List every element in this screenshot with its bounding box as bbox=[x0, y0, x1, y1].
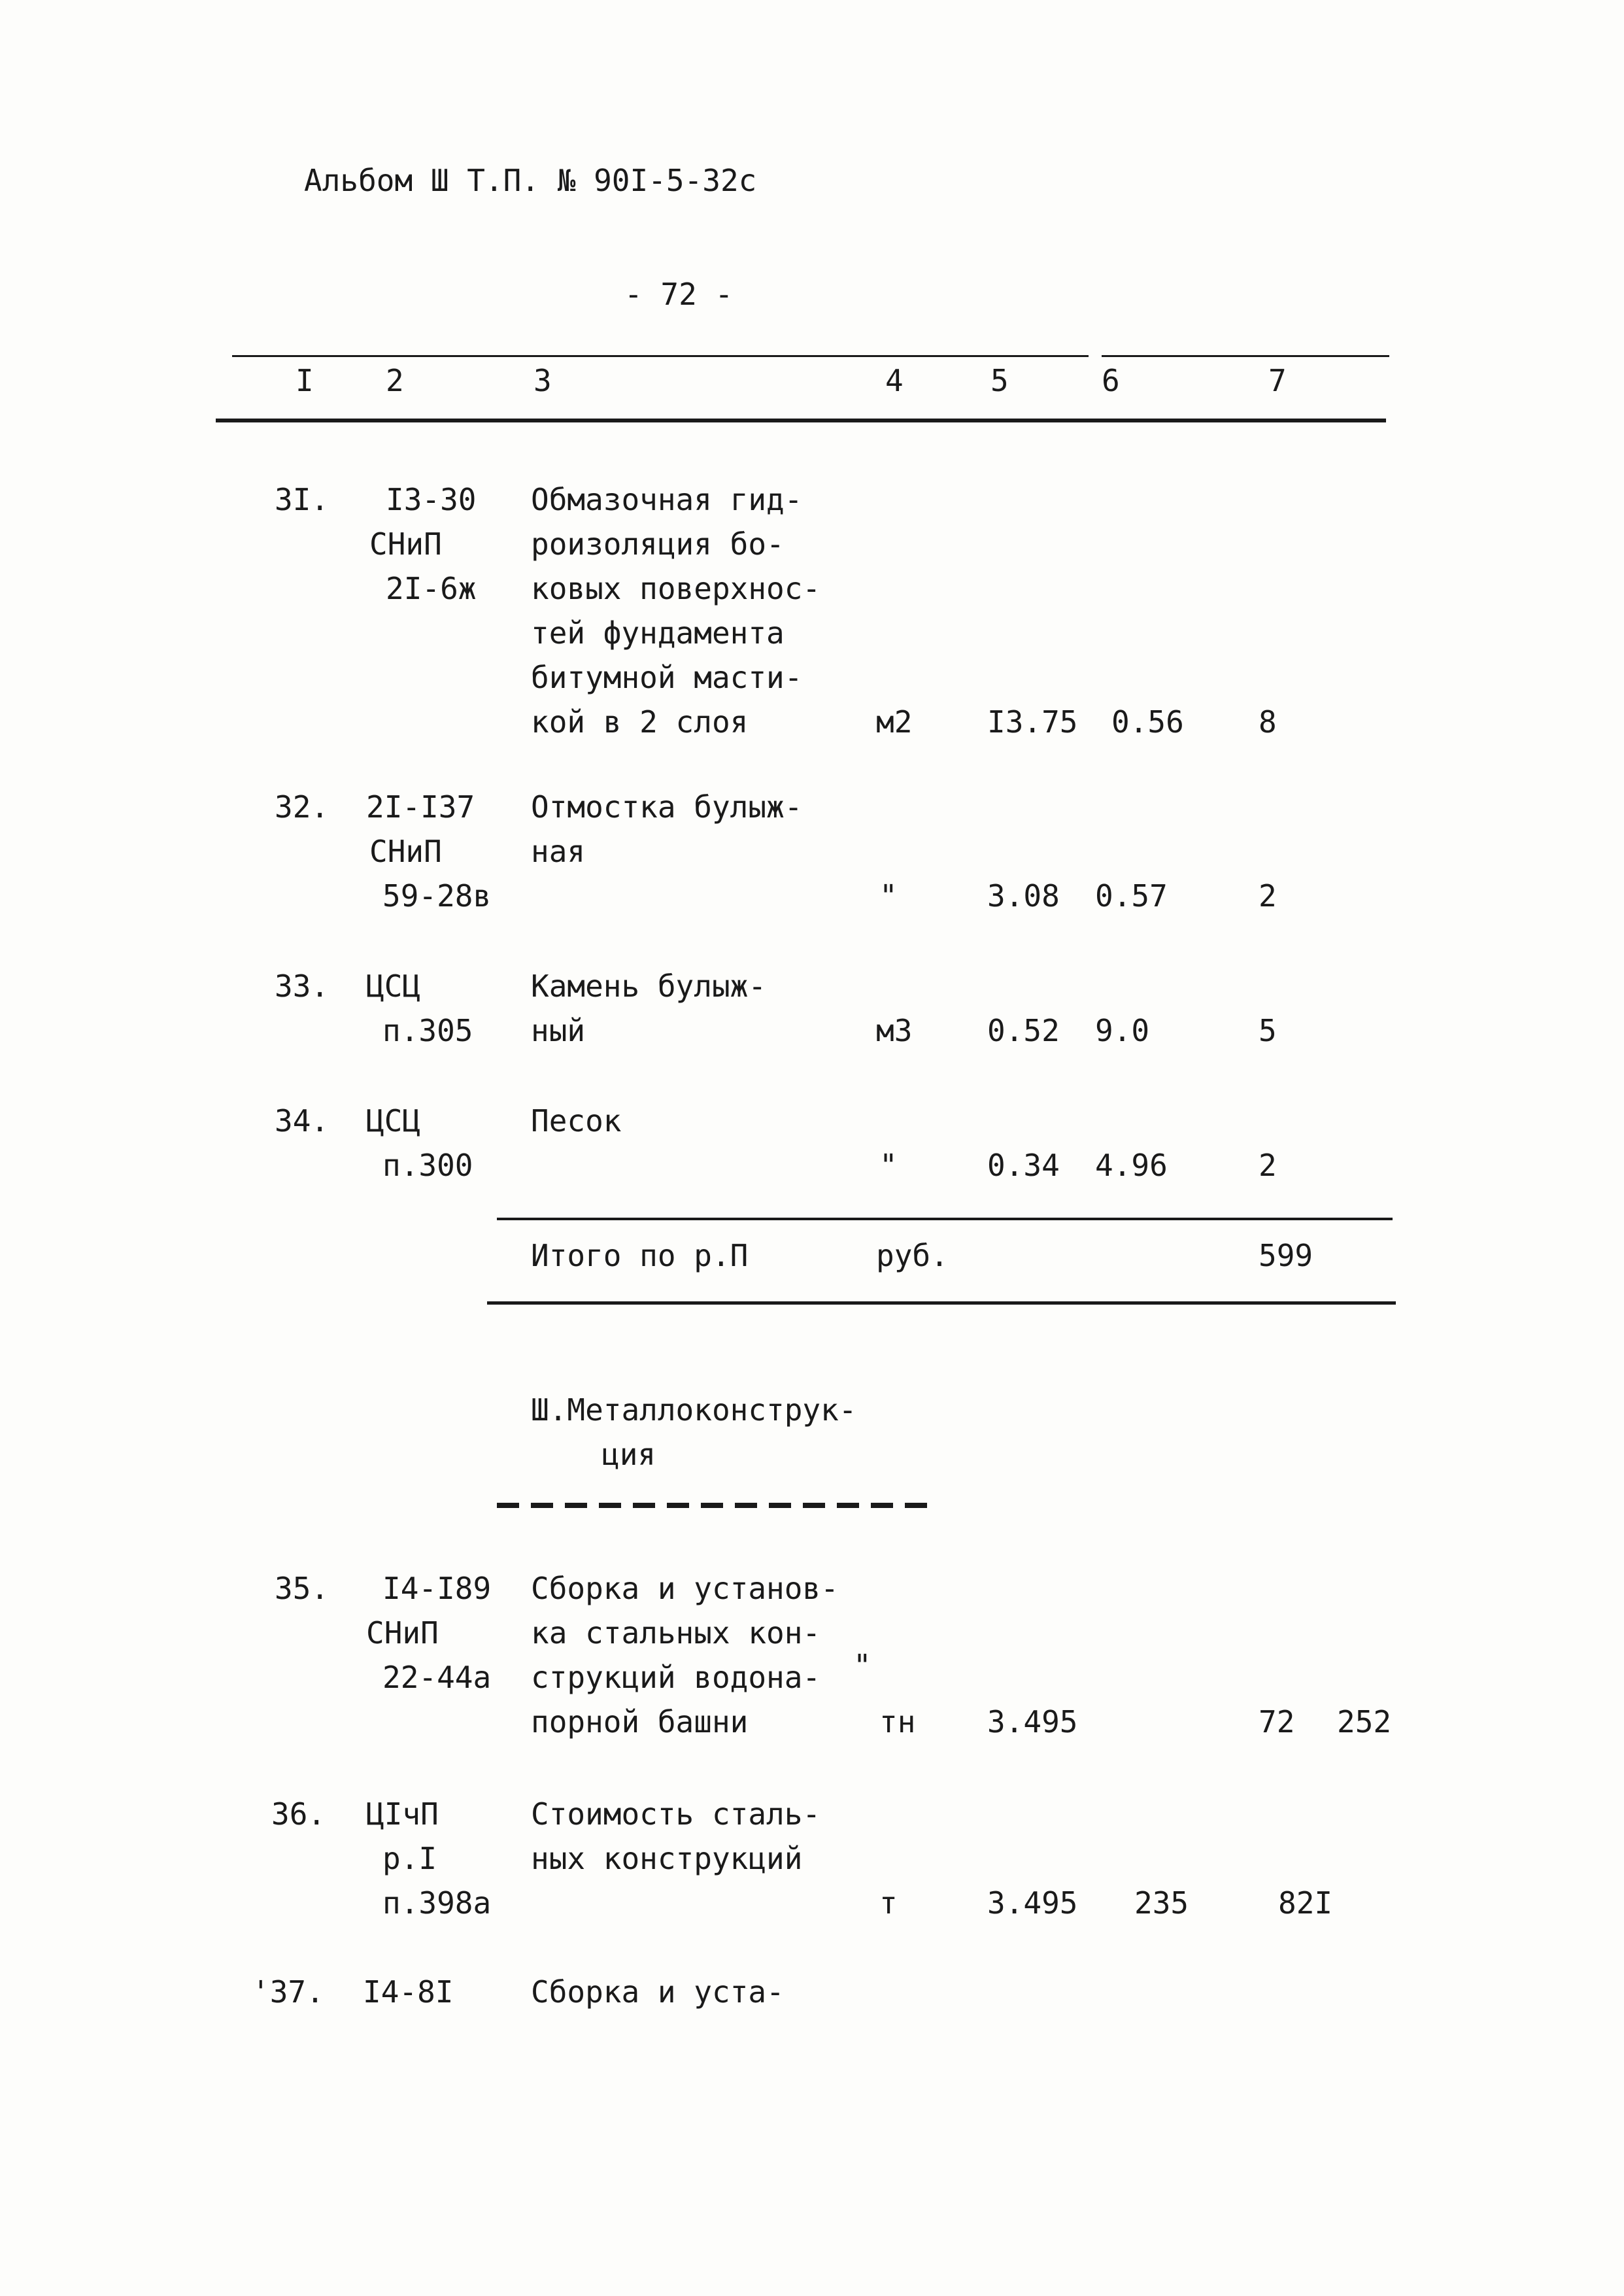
row-quantity: 3.08 bbox=[987, 878, 1060, 914]
row-quantity: I3.75 bbox=[987, 704, 1078, 740]
row-number: '37. bbox=[252, 1974, 324, 2010]
row-unit: " bbox=[879, 1148, 898, 1183]
row-description-line: Обмазочная гид- bbox=[531, 482, 803, 517]
row-code-line: п.305 bbox=[382, 1013, 473, 1048]
row-total: 5 bbox=[1259, 1013, 1277, 1048]
header-top-rule-right bbox=[1102, 355, 1389, 357]
section-dashed-divider bbox=[497, 1503, 928, 1508]
row-code-line: СНиП bbox=[369, 526, 442, 562]
row-number: 3I. bbox=[275, 482, 330, 517]
row-code-line: р.I bbox=[382, 1841, 437, 1876]
row-code-line: ЦСЦ bbox=[366, 1103, 421, 1139]
row-number: 35. bbox=[275, 1571, 330, 1606]
row-description-line: Песок bbox=[531, 1103, 622, 1139]
header-top-rule bbox=[232, 355, 1089, 357]
col-header-2: 2 bbox=[386, 363, 404, 398]
row-code-line: ЦСЦ bbox=[366, 968, 421, 1004]
row-code-line: СНиП bbox=[366, 1615, 439, 1651]
row-number: 32. bbox=[275, 789, 330, 825]
row-description-line: струкций водона- bbox=[531, 1660, 821, 1695]
row-number: 33. bbox=[275, 968, 330, 1004]
row-total: 2 bbox=[1259, 1148, 1277, 1183]
row-description-line: Камень булыж- bbox=[531, 968, 767, 1004]
subtotal-unit: руб. bbox=[876, 1238, 949, 1273]
row-number: 34. bbox=[275, 1103, 330, 1139]
row-description-line: порной башни bbox=[531, 1704, 749, 1739]
col-header-4: 4 bbox=[885, 363, 904, 398]
page-number: - 72 - bbox=[624, 277, 734, 312]
subtotal-bottom-rule bbox=[487, 1301, 1396, 1305]
album-reference: Альбом Ш Т.П. № 90I-5-32с bbox=[304, 163, 757, 198]
subtotal-top-rule bbox=[497, 1218, 1393, 1220]
row-description-line: Отмостка булыж- bbox=[531, 789, 803, 825]
row-description-line: битумной масти- bbox=[531, 660, 803, 695]
row-description-line: ная bbox=[531, 834, 586, 869]
header-bottom-rule bbox=[216, 419, 1386, 422]
row-total-extra: 252 bbox=[1337, 1704, 1392, 1739]
row-unit-price: 0.57 bbox=[1095, 878, 1168, 914]
row-description-line: ных конструкций bbox=[531, 1841, 803, 1876]
col-header-3: 3 bbox=[533, 363, 552, 398]
row-code-line: I4-I89 bbox=[382, 1571, 492, 1606]
row-unit-price: 9.0 bbox=[1095, 1013, 1150, 1048]
row-code-line: 22-44а bbox=[382, 1660, 492, 1695]
row-code-line: СНиП bbox=[369, 834, 442, 869]
section-title-line: ция bbox=[601, 1437, 656, 1472]
row-unit-price: 4.96 bbox=[1095, 1148, 1168, 1183]
col-header-5: 5 bbox=[990, 363, 1009, 398]
row-code-line: 2I-I37 bbox=[366, 789, 475, 825]
row-code-line: п.398а bbox=[382, 1885, 492, 1921]
subtotal-total: 599 bbox=[1259, 1238, 1313, 1273]
row-unit: " bbox=[879, 878, 898, 914]
row-code-line: ЦIчП bbox=[366, 1796, 439, 1832]
row-unit: м3 bbox=[876, 1013, 913, 1048]
row-code-line: 2I-6ж bbox=[386, 571, 477, 606]
row-description-line: кой в 2 слоя bbox=[531, 704, 749, 740]
row-description-line: ный bbox=[531, 1013, 586, 1048]
col-header-6: 6 bbox=[1102, 363, 1120, 398]
row-quantity: 0.52 bbox=[987, 1013, 1060, 1048]
col-header-7: 7 bbox=[1268, 363, 1287, 398]
row-quantity: 3.495 bbox=[987, 1704, 1078, 1739]
row-total: 8 bbox=[1259, 704, 1277, 740]
row-description-line: тей фундамента bbox=[531, 615, 785, 651]
section-title-line: Ш.Металлоконструк- bbox=[531, 1392, 857, 1428]
row-total: 72 bbox=[1259, 1704, 1295, 1739]
row-unit-price: 0.56 bbox=[1111, 704, 1184, 740]
row-mark: " bbox=[853, 1648, 871, 1683]
row-code-line: I3-30 bbox=[386, 482, 477, 517]
row-description-line: ковых поверхнос- bbox=[531, 571, 821, 606]
row-description-line: роизоляция бо- bbox=[531, 526, 785, 562]
row-unit: м2 bbox=[876, 704, 913, 740]
row-unit: т bbox=[879, 1885, 898, 1921]
row-description-line: Сборка и установ- bbox=[531, 1571, 839, 1606]
row-code-line: п.300 bbox=[382, 1148, 473, 1183]
col-header-1: I bbox=[296, 363, 314, 398]
row-number: 36. bbox=[271, 1796, 326, 1832]
row-description-line: ка стальных кон- bbox=[531, 1615, 821, 1651]
row-total: 2 bbox=[1259, 878, 1277, 914]
row-description-line: Стоимость сталь- bbox=[531, 1796, 821, 1832]
row-unit-price: 235 bbox=[1134, 1885, 1189, 1921]
row-description-line: Сборка и уста- bbox=[531, 1974, 785, 2010]
row-unit: тн bbox=[879, 1704, 916, 1739]
row-code-line: 59-28в bbox=[382, 878, 492, 914]
row-code-line: I4-8I bbox=[363, 1974, 454, 2010]
subtotal-label: Итого по р.П bbox=[531, 1238, 749, 1273]
row-quantity: 3.495 bbox=[987, 1885, 1078, 1921]
row-total: 82I bbox=[1278, 1885, 1333, 1921]
row-quantity: 0.34 bbox=[987, 1148, 1060, 1183]
